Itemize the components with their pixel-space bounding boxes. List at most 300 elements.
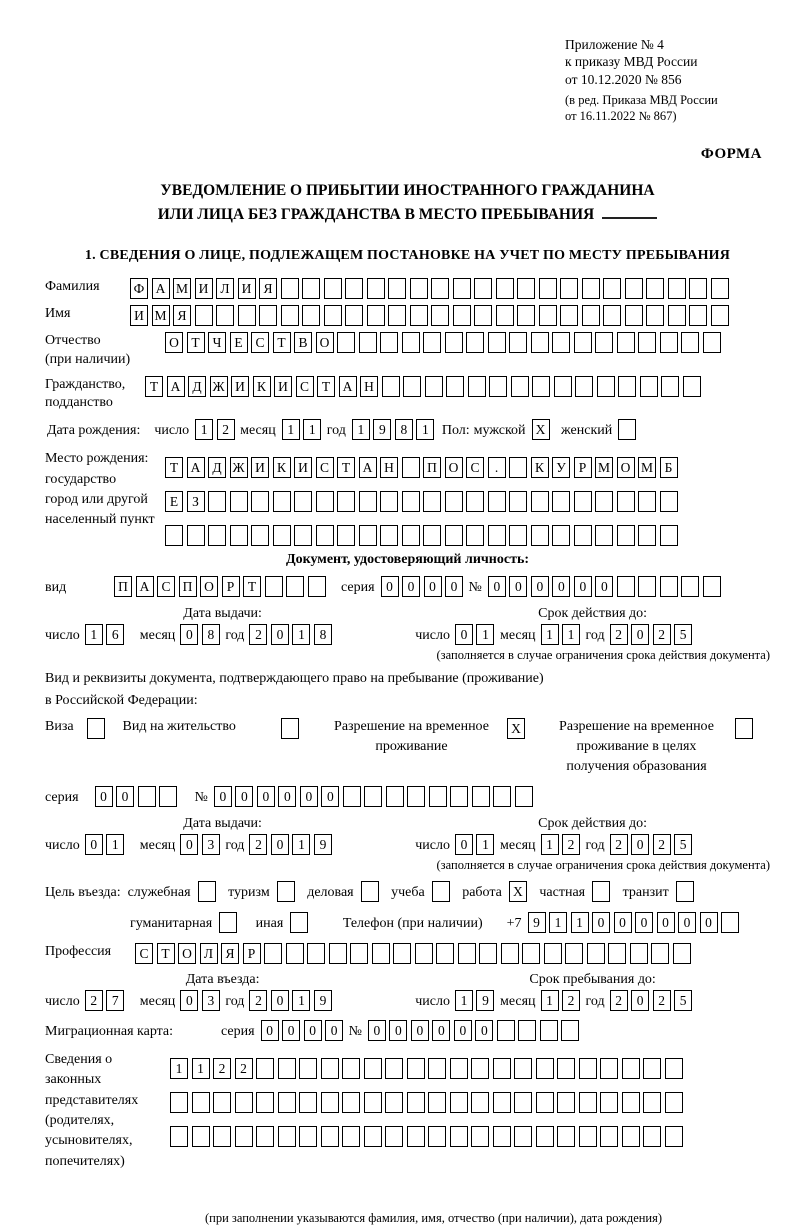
char-cell[interactable]: [565, 943, 583, 964]
stay-month[interactable]: [541, 990, 584, 1011]
char-cell[interactable]: [617, 491, 635, 512]
birth-year-boxes[interactable]: [352, 419, 438, 440]
char-cell[interactable]: [638, 332, 656, 353]
char-cell[interactable]: [321, 1126, 339, 1147]
char-cell[interactable]: М: [173, 278, 191, 299]
char-cell[interactable]: С: [316, 457, 334, 478]
char-cell[interactable]: [493, 1092, 511, 1113]
purpose-humanitarian-checkbox[interactable]: [219, 912, 241, 933]
char-cell[interactable]: 7: [106, 990, 124, 1011]
char-cell[interactable]: 2: [562, 834, 580, 855]
temp-residence-checkbox[interactable]: [507, 718, 529, 739]
char-cell[interactable]: [474, 305, 492, 326]
char-cell[interactable]: С: [296, 376, 314, 397]
char-cell[interactable]: [603, 305, 621, 326]
char-cell[interactable]: 0: [278, 786, 296, 807]
char-cell[interactable]: [496, 305, 514, 326]
char-cell[interactable]: [213, 1092, 231, 1113]
char-cell[interactable]: [574, 525, 592, 546]
char-cell[interactable]: К: [253, 376, 271, 397]
char-cell[interactable]: [402, 457, 420, 478]
char-cell[interactable]: [630, 943, 648, 964]
phone-boxes[interactable]: [528, 912, 743, 933]
char-cell[interactable]: [273, 491, 291, 512]
char-cell[interactable]: 0: [85, 834, 103, 855]
char-cell[interactable]: [587, 943, 605, 964]
char-cell[interactable]: 0: [509, 576, 527, 597]
char-cell[interactable]: [281, 718, 299, 739]
char-cell[interactable]: 9: [528, 912, 546, 933]
char-cell[interactable]: 2: [235, 1058, 253, 1079]
char-cell[interactable]: [436, 943, 454, 964]
char-cell[interactable]: [531, 332, 549, 353]
char-cell[interactable]: Т: [187, 332, 205, 353]
char-cell[interactable]: [539, 305, 557, 326]
char-cell[interactable]: 0: [631, 624, 649, 645]
char-cell[interactable]: Т: [243, 576, 261, 597]
char-cell[interactable]: [560, 278, 578, 299]
char-cell[interactable]: [509, 491, 527, 512]
char-cell[interactable]: [509, 525, 527, 546]
char-cell[interactable]: М: [152, 305, 170, 326]
char-cell[interactable]: 0: [180, 624, 198, 645]
char-cell[interactable]: [278, 1092, 296, 1113]
char-cell[interactable]: X: [509, 881, 527, 902]
representatives-line2[interactable]: [170, 1092, 686, 1113]
citizenship-boxes[interactable]: [145, 376, 704, 397]
char-cell[interactable]: [711, 278, 729, 299]
char-cell[interactable]: [544, 943, 562, 964]
char-cell[interactable]: 0: [614, 912, 632, 933]
char-cell[interactable]: [515, 786, 533, 807]
char-cell[interactable]: [230, 525, 248, 546]
char-cell[interactable]: [192, 1126, 210, 1147]
char-cell[interactable]: 1: [195, 419, 213, 440]
char-cell[interactable]: [342, 1126, 360, 1147]
char-cell[interactable]: 1: [541, 990, 559, 1011]
char-cell[interactable]: Ж: [210, 376, 228, 397]
residence-permit-checkbox[interactable]: [281, 718, 303, 739]
char-cell[interactable]: 0: [271, 834, 289, 855]
char-cell[interactable]: [466, 525, 484, 546]
char-cell[interactable]: К: [273, 457, 291, 478]
char-cell[interactable]: 1: [476, 624, 494, 645]
char-cell[interactable]: В: [294, 332, 312, 353]
char-cell[interactable]: [488, 332, 506, 353]
char-cell[interactable]: [643, 1058, 661, 1079]
char-cell[interactable]: [410, 305, 428, 326]
char-cell[interactable]: [321, 1058, 339, 1079]
char-cell[interactable]: [638, 525, 656, 546]
char-cell[interactable]: [235, 1092, 253, 1113]
char-cell[interactable]: [343, 786, 361, 807]
char-cell[interactable]: [410, 278, 428, 299]
char-cell[interactable]: 8: [395, 419, 413, 440]
stay-year[interactable]: [610, 990, 696, 1011]
char-cell[interactable]: 0: [635, 912, 653, 933]
char-cell[interactable]: [579, 1126, 597, 1147]
char-cell[interactable]: 0: [631, 834, 649, 855]
char-cell[interactable]: [230, 491, 248, 512]
char-cell[interactable]: [660, 576, 678, 597]
char-cell[interactable]: [402, 525, 420, 546]
char-cell[interactable]: Я: [259, 278, 277, 299]
purpose-work-checkbox[interactable]: [509, 881, 531, 902]
char-cell[interactable]: [617, 332, 635, 353]
char-cell[interactable]: [595, 332, 613, 353]
char-cell[interactable]: 5: [674, 990, 692, 1011]
char-cell[interactable]: [600, 1058, 618, 1079]
char-cell[interactable]: [386, 786, 404, 807]
char-cell[interactable]: Я: [221, 943, 239, 964]
char-cell[interactable]: [582, 278, 600, 299]
char-cell[interactable]: [557, 1092, 575, 1113]
char-cell[interactable]: [380, 525, 398, 546]
char-cell[interactable]: 0: [454, 1020, 472, 1041]
char-cell[interactable]: [321, 1092, 339, 1113]
char-cell[interactable]: А: [187, 457, 205, 478]
char-cell[interactable]: 2: [653, 990, 671, 1011]
char-cell[interactable]: 1: [541, 624, 559, 645]
char-cell[interactable]: [350, 943, 368, 964]
char-cell[interactable]: [554, 376, 572, 397]
purpose-other-checkbox[interactable]: [290, 912, 312, 933]
char-cell[interactable]: [450, 1092, 468, 1113]
char-cell[interactable]: 2: [562, 990, 580, 1011]
char-cell[interactable]: 0: [402, 576, 420, 597]
char-cell[interactable]: [603, 278, 621, 299]
char-cell[interactable]: [364, 1126, 382, 1147]
char-cell[interactable]: [428, 1092, 446, 1113]
char-cell[interactable]: [683, 376, 701, 397]
char-cell[interactable]: [595, 525, 613, 546]
char-cell[interactable]: [337, 525, 355, 546]
char-cell[interactable]: [493, 786, 511, 807]
char-cell[interactable]: О: [165, 332, 183, 353]
char-cell[interactable]: [216, 305, 234, 326]
char-cell[interactable]: О: [617, 457, 635, 478]
char-cell[interactable]: [458, 943, 476, 964]
id-valid-day[interactable]: [455, 624, 498, 645]
firstname-boxes[interactable]: [130, 305, 732, 326]
char-cell[interactable]: [359, 525, 377, 546]
char-cell[interactable]: [536, 1126, 554, 1147]
char-cell[interactable]: 1: [416, 419, 434, 440]
char-cell[interactable]: Л: [200, 943, 218, 964]
char-cell[interactable]: [407, 1126, 425, 1147]
char-cell[interactable]: [646, 278, 664, 299]
char-cell[interactable]: Т: [145, 376, 163, 397]
char-cell[interactable]: С: [251, 332, 269, 353]
char-cell[interactable]: [474, 278, 492, 299]
char-cell[interactable]: [213, 1126, 231, 1147]
char-cell[interactable]: 0: [368, 1020, 386, 1041]
char-cell[interactable]: 0: [116, 786, 134, 807]
char-cell[interactable]: [466, 332, 484, 353]
char-cell[interactable]: [618, 376, 636, 397]
char-cell[interactable]: О: [316, 332, 334, 353]
char-cell[interactable]: [219, 912, 237, 933]
char-cell[interactable]: [665, 1092, 683, 1113]
char-cell[interactable]: [294, 491, 312, 512]
char-cell[interactable]: [468, 376, 486, 397]
char-cell[interactable]: [316, 525, 334, 546]
char-cell[interactable]: [489, 376, 507, 397]
char-cell[interactable]: [407, 786, 425, 807]
char-cell[interactable]: [87, 718, 105, 739]
char-cell[interactable]: [299, 1092, 317, 1113]
char-cell[interactable]: [517, 278, 535, 299]
char-cell[interactable]: [364, 786, 382, 807]
visa-checkbox[interactable]: [87, 718, 109, 739]
char-cell[interactable]: [450, 1126, 468, 1147]
char-cell[interactable]: [661, 376, 679, 397]
char-cell[interactable]: [711, 305, 729, 326]
char-cell[interactable]: О: [178, 943, 196, 964]
char-cell[interactable]: [531, 491, 549, 512]
char-cell[interactable]: [514, 1092, 532, 1113]
resid-valid-year[interactable]: [610, 834, 696, 855]
char-cell[interactable]: А: [339, 376, 357, 397]
char-cell[interactable]: 2: [610, 990, 628, 1011]
char-cell[interactable]: 1: [476, 834, 494, 855]
char-cell[interactable]: 0: [271, 990, 289, 1011]
char-cell[interactable]: [660, 491, 678, 512]
char-cell[interactable]: X: [532, 419, 550, 440]
char-cell[interactable]: [665, 1126, 683, 1147]
char-cell[interactable]: [597, 376, 615, 397]
char-cell[interactable]: 1: [170, 1058, 188, 1079]
char-cell[interactable]: Р: [222, 576, 240, 597]
char-cell[interactable]: [446, 376, 464, 397]
char-cell[interactable]: [660, 332, 678, 353]
char-cell[interactable]: [372, 943, 390, 964]
char-cell[interactable]: [324, 278, 342, 299]
char-cell[interactable]: [574, 491, 592, 512]
char-cell[interactable]: [561, 1020, 579, 1041]
char-cell[interactable]: [415, 943, 433, 964]
char-cell[interactable]: А: [136, 576, 154, 597]
char-cell[interactable]: [364, 1092, 382, 1113]
char-cell[interactable]: 0: [271, 624, 289, 645]
char-cell[interactable]: М: [638, 457, 656, 478]
char-cell[interactable]: 0: [325, 1020, 343, 1041]
char-cell[interactable]: 2: [85, 990, 103, 1011]
char-cell[interactable]: 0: [180, 990, 198, 1011]
resid-valid-day[interactable]: [455, 834, 498, 855]
char-cell[interactable]: Л: [216, 278, 234, 299]
char-cell[interactable]: 2: [213, 1058, 231, 1079]
char-cell[interactable]: Я: [173, 305, 191, 326]
resid-issue-year[interactable]: [249, 834, 335, 855]
char-cell[interactable]: [668, 278, 686, 299]
char-cell[interactable]: 2: [610, 834, 628, 855]
char-cell[interactable]: [622, 1058, 640, 1079]
char-cell[interactable]: [618, 419, 636, 440]
char-cell[interactable]: 0: [631, 990, 649, 1011]
char-cell[interactable]: [238, 305, 256, 326]
char-cell[interactable]: [192, 1092, 210, 1113]
char-cell[interactable]: [402, 332, 420, 353]
id-issue-day[interactable]: [85, 624, 128, 645]
char-cell[interactable]: [286, 943, 304, 964]
char-cell[interactable]: [251, 525, 269, 546]
char-cell[interactable]: [294, 525, 312, 546]
char-cell[interactable]: [488, 491, 506, 512]
char-cell[interactable]: [445, 491, 463, 512]
char-cell[interactable]: [509, 332, 527, 353]
char-cell[interactable]: П: [179, 576, 197, 597]
char-cell[interactable]: [286, 576, 304, 597]
char-cell[interactable]: [493, 1058, 511, 1079]
char-cell[interactable]: [402, 491, 420, 512]
id-valid-year[interactable]: [610, 624, 696, 645]
char-cell[interactable]: [302, 305, 320, 326]
char-cell[interactable]: [342, 1092, 360, 1113]
char-cell[interactable]: [450, 1058, 468, 1079]
char-cell[interactable]: [278, 1058, 296, 1079]
char-cell[interactable]: [277, 881, 295, 902]
resid-valid-month[interactable]: [541, 834, 584, 855]
char-cell[interactable]: [471, 1092, 489, 1113]
char-cell[interactable]: [689, 305, 707, 326]
char-cell[interactable]: 0: [700, 912, 718, 933]
char-cell[interactable]: [622, 1092, 640, 1113]
char-cell[interactable]: Т: [337, 457, 355, 478]
char-cell[interactable]: 1: [352, 419, 370, 440]
char-cell[interactable]: [195, 305, 213, 326]
char-cell[interactable]: [514, 1058, 532, 1079]
char-cell[interactable]: [324, 305, 342, 326]
char-cell[interactable]: [385, 1092, 403, 1113]
char-cell[interactable]: [582, 305, 600, 326]
stay-day[interactable]: [455, 990, 498, 1011]
char-cell[interactable]: [472, 786, 490, 807]
char-cell[interactable]: [251, 491, 269, 512]
char-cell[interactable]: [622, 1126, 640, 1147]
char-cell[interactable]: [560, 305, 578, 326]
char-cell[interactable]: 1: [549, 912, 567, 933]
birth-month-boxes[interactable]: [282, 419, 325, 440]
char-cell[interactable]: [367, 278, 385, 299]
char-cell[interactable]: [638, 491, 656, 512]
char-cell[interactable]: [445, 332, 463, 353]
char-cell[interactable]: [453, 278, 471, 299]
char-cell[interactable]: 0: [595, 576, 613, 597]
purpose-tourism-checkbox[interactable]: [277, 881, 299, 902]
char-cell[interactable]: [359, 491, 377, 512]
purpose-business-checkbox[interactable]: [361, 881, 383, 902]
char-cell[interactable]: [501, 943, 519, 964]
char-cell[interactable]: С: [157, 576, 175, 597]
char-cell[interactable]: 2: [610, 624, 628, 645]
char-cell[interactable]: [264, 943, 282, 964]
char-cell[interactable]: 0: [432, 1020, 450, 1041]
char-cell[interactable]: А: [359, 457, 377, 478]
char-cell[interactable]: [256, 1126, 274, 1147]
char-cell[interactable]: [290, 912, 308, 933]
char-cell[interactable]: [256, 1058, 274, 1079]
char-cell[interactable]: С: [135, 943, 153, 964]
char-cell[interactable]: [608, 943, 626, 964]
char-cell[interactable]: [345, 305, 363, 326]
char-cell[interactable]: [552, 491, 570, 512]
representatives-line3[interactable]: [170, 1126, 686, 1147]
char-cell[interactable]: О: [200, 576, 218, 597]
id-issue-month[interactable]: [180, 624, 223, 645]
representatives-line1[interactable]: [170, 1058, 686, 1079]
char-cell[interactable]: [450, 786, 468, 807]
char-cell[interactable]: .: [488, 457, 506, 478]
char-cell[interactable]: [407, 1092, 425, 1113]
char-cell[interactable]: 2: [653, 834, 671, 855]
char-cell[interactable]: Н: [380, 457, 398, 478]
char-cell[interactable]: 0: [95, 786, 113, 807]
char-cell[interactable]: 0: [389, 1020, 407, 1041]
char-cell[interactable]: [531, 525, 549, 546]
char-cell[interactable]: 0: [531, 576, 549, 597]
char-cell[interactable]: [638, 576, 656, 597]
char-cell[interactable]: [471, 1058, 489, 1079]
char-cell[interactable]: [388, 278, 406, 299]
char-cell[interactable]: [643, 1092, 661, 1113]
char-cell[interactable]: 0: [282, 1020, 300, 1041]
char-cell[interactable]: [557, 1126, 575, 1147]
char-cell[interactable]: [431, 305, 449, 326]
temp-residence-education-checkbox[interactable]: [735, 718, 757, 739]
char-cell[interactable]: [660, 525, 678, 546]
char-cell[interactable]: [617, 576, 635, 597]
char-cell[interactable]: 3: [202, 834, 220, 855]
char-cell[interactable]: 1: [292, 990, 310, 1011]
migration-series-boxes[interactable]: [261, 1020, 347, 1041]
char-cell[interactable]: Т: [157, 943, 175, 964]
char-cell[interactable]: [380, 332, 398, 353]
char-cell[interactable]: [385, 1058, 403, 1079]
char-cell[interactable]: [364, 1058, 382, 1079]
id-doc-type-boxes[interactable]: [114, 576, 329, 597]
char-cell[interactable]: 2: [249, 624, 267, 645]
char-cell[interactable]: [273, 525, 291, 546]
char-cell[interactable]: 0: [300, 786, 318, 807]
char-cell[interactable]: [159, 786, 177, 807]
char-cell[interactable]: [552, 525, 570, 546]
char-cell[interactable]: [235, 1126, 253, 1147]
char-cell[interactable]: [539, 278, 557, 299]
char-cell[interactable]: [517, 305, 535, 326]
char-cell[interactable]: 9: [476, 990, 494, 1011]
char-cell[interactable]: [453, 305, 471, 326]
char-cell[interactable]: 9: [373, 419, 391, 440]
surname-boxes[interactable]: [130, 278, 732, 299]
char-cell[interactable]: [367, 305, 385, 326]
char-cell[interactable]: И: [294, 457, 312, 478]
char-cell[interactable]: 1: [192, 1058, 210, 1079]
birth-day-boxes[interactable]: [195, 419, 238, 440]
char-cell[interactable]: 8: [314, 624, 332, 645]
char-cell[interactable]: И: [130, 305, 148, 326]
char-cell[interactable]: X: [507, 718, 525, 739]
char-cell[interactable]: [595, 491, 613, 512]
char-cell[interactable]: [138, 786, 156, 807]
char-cell[interactable]: [579, 1092, 597, 1113]
char-cell[interactable]: Ф: [130, 278, 148, 299]
char-cell[interactable]: 0: [657, 912, 675, 933]
char-cell[interactable]: 0: [552, 576, 570, 597]
char-cell[interactable]: 1: [571, 912, 589, 933]
char-cell[interactable]: 9: [314, 990, 332, 1011]
char-cell[interactable]: 2: [249, 990, 267, 1011]
